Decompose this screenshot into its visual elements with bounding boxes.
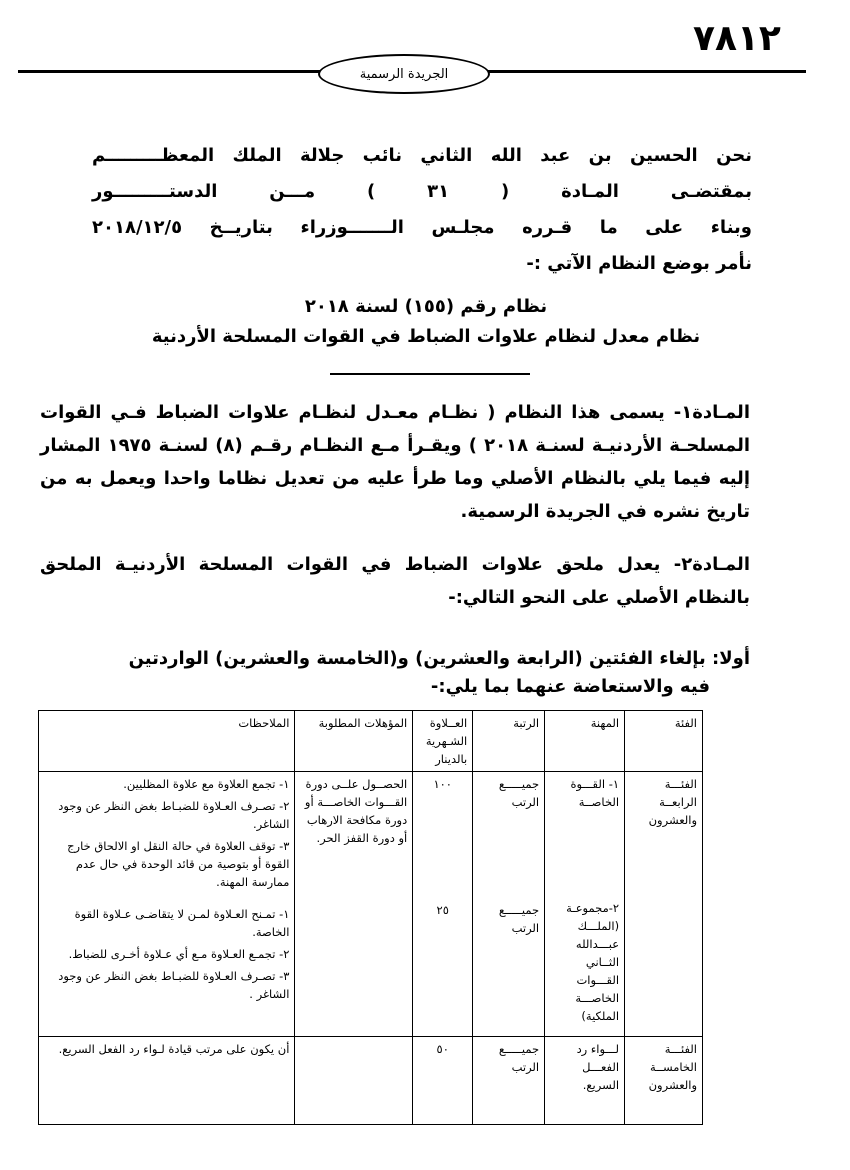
note-row1-2: ٢- تصـرف العـلاوة للضبـاط بغض النظر عن وجود الشاغر. [58, 799, 290, 831]
article-1-label: المـادة١- [664, 402, 750, 423]
table-row [39, 1037, 703, 1125]
note-row2-2: ٢- تجمـع العـلاوة مـع أي عـلاوة أخـرى للضباط. [68, 947, 290, 961]
rank-row1: جميـــــع الرتب [498, 777, 540, 809]
item-first-line-1: أولا: بإلغاء الفئتين (الرابعة والعشرين) و(الخامسة والعشرين) الواردتين [128, 648, 750, 669]
item-first [30, 645, 750, 701]
gazette-oval-label: الجريدة الرسمية [318, 54, 490, 94]
header-allowance: العــلاوة الشـهرية بالدينار [413, 711, 473, 772]
category-25-cell [625, 1037, 703, 1125]
profession-special-forces: ١- القـــوة الخاصــة [570, 777, 620, 809]
allowance-row3: ٥٠ [413, 1037, 473, 1125]
page-number: ٧٨١٢ [693, 18, 781, 59]
article-1 [40, 396, 750, 528]
preamble-line-4: نأمر بوضع النظام الآتي :- [526, 253, 752, 274]
table-header-row [39, 711, 703, 772]
qualifications-row3 [295, 1037, 413, 1125]
header-rank: الرتبة [473, 711, 545, 772]
item-first-line-2: فيه والاستعاضة عنهما بما يلي:- [430, 676, 710, 697]
header-profession: المهنة [545, 711, 625, 772]
rank-row3: جميـــــع الرتب [473, 1037, 545, 1125]
qualifications-cell [295, 772, 413, 1037]
header-category: الفئة [625, 711, 703, 772]
note-row3-1: أن يكون على مرتب قيادة لـواء رد الفعل السريع. [39, 1037, 295, 1125]
note-row1-3: ٣- توقف العلاوة في حالة النقل او الالحاق خارج القوة أو بتوصية من قائد الوحدة في حال عدم ممارسة المهنة. [67, 839, 290, 889]
article-1-text: يسمى هذا النظام ( نظـام معـدل لنظـام علاوات الضباط فـي القوات المسلحـة الأردنيـة لسنـة ٢٠١٨ ) ويقـرأ مـع النظـام رقـم (٨) لسنـة ١٩٧٥ المشار إليه فيما يلي بالنظام الأصلي وما طرأ عليه من تعديل نظاما واحدا ويعمل به من تاريخ نشره في الجريدة الرسمية. [40, 402, 750, 522]
allowances-table [38, 710, 703, 1125]
rank-row2: جميـــــع الرتب [498, 903, 540, 935]
allowance-row1: ١٠٠ [433, 777, 452, 791]
preamble-line-1: نحن الحسين بن عبد الله الثاني نائب جلالة الملك المعظـــــــــم [92, 145, 752, 166]
profession-rapid-reaction: لـــواء رد الفعـــل السريع. [545, 1037, 625, 1125]
article-2-text: يعدل ملحق علاوات الضباط في القوات المسلحة الأردنيـة الملحق بالنظام الأصلي على النحو التالي:- [40, 554, 750, 608]
preamble-line-3: وبناء على ما قـرره مجلـس الـــــــوزراء بتاريــخ ٢٠١٨/١٢/٥ [92, 217, 752, 238]
category-24-cell [625, 772, 703, 1037]
allowance-cell [413, 772, 473, 1037]
article-2-label: المـادة٢- [660, 554, 750, 575]
qualifications-row1: الحصــول علــى دورة القـــوات الخاصـــة أو دورة مكافحة الارهاب أو دورة القفز الحر. [304, 777, 408, 845]
article-2 [40, 548, 750, 614]
profession-king-abdullah-group: ٢-مجموعـة (الملـــك عبـــدالله الثــاني القـــوات الخاصـــة الملكية) [566, 901, 620, 1023]
title-underline [330, 373, 530, 375]
preamble-line-2: بمقتضـى المـادة ( ٣١ ) مـــن الدستـــــــــور [92, 181, 752, 202]
table-row [39, 772, 703, 1037]
header-notes: الملاحظات [39, 711, 295, 772]
note-row2-1: ١- تمـنح العـلاوة لمـن لا يتقاضـى عـلاوة القوة الخاصة. [74, 907, 290, 939]
note-row1-1: ١- تجمع العلاوة مع علاوة المظليين. [123, 777, 290, 791]
regulation-number: نظام رقم (١٥٥) لسنة ٢٠١٨ [304, 296, 548, 317]
allowance-row2: ٢٥ [436, 903, 449, 917]
category-24: الفئـــة الرابعــة والعشرون [648, 777, 697, 827]
preamble [92, 138, 752, 282]
category-25: الفئـــة الخامســة والعشرون [648, 1042, 697, 1092]
rank-cell [473, 772, 545, 1037]
profession-cell [545, 772, 625, 1037]
note-row2-3: ٣- تصـرف العـلاوة للضبـاط بغض النظر عن وجود الشاغر . [58, 969, 290, 1001]
regulation-title [96, 292, 756, 352]
header-qualifications: المؤهلات المطلوبة [295, 711, 413, 772]
notes-cell [39, 772, 295, 1037]
regulation-name: نظام معدل لنظام علاوات الضباط في القوات المسلحة الأردنية [151, 326, 701, 347]
